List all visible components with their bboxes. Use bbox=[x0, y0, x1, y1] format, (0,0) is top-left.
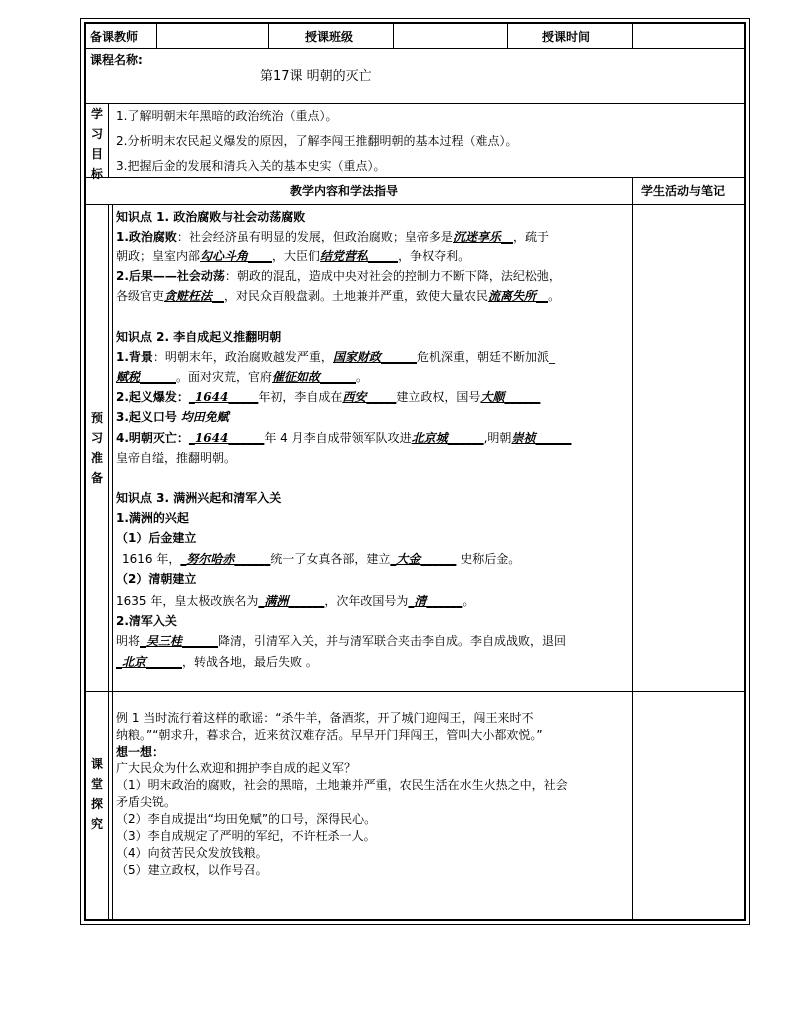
k3-line-1: 1616 年，_努尔哈赤______统一了女真各部，建立_大金______ 史称后金。 bbox=[122, 552, 521, 566]
k2-line-3: 2.起义爆发：_1644_____年初，李自成在西安_____建立政权，国号大顺______ bbox=[116, 390, 541, 404]
col-divider-goals-side bbox=[108, 103, 109, 177]
col-divider-side bbox=[108, 204, 109, 919]
explore-answer-1a: （1）明末政治的腐败，社会的黑暗，土地兼并严重，农民生活在水生火热之中，社会 bbox=[116, 778, 568, 792]
col-divider-h1 bbox=[156, 24, 157, 48]
explore-line-2: 纳粮。”“朝求升，暮求合，近来贫汉难存活。早早开门拜闯王，管叫大小都欢悦。” bbox=[116, 728, 543, 742]
course-label: 课程名称: bbox=[90, 53, 143, 67]
explore-answer-1b: 矛盾尖锐。 bbox=[116, 795, 177, 809]
k3-line-4: _北京______，转战各地，最后失败 。 bbox=[116, 655, 318, 669]
explore-side-label: 课堂探究 bbox=[90, 757, 103, 831]
explore-line-1: 例 1 当时流行着这样的歌谣：“杀牛羊，备酒浆，开了城门迎闯王，闯王来时不 bbox=[116, 711, 534, 725]
k3-subheading-1: 1.满洲的兴起 bbox=[116, 511, 189, 525]
row-divider-prep bbox=[86, 691, 744, 692]
k3-heading: 知识点 3. 满洲兴起和清军入关 bbox=[116, 491, 282, 505]
k3-line-3: 明将_吴三桂______降清，引清军入关，并与清军联合夹击李自成。李自成战败，退回 bbox=[116, 634, 567, 648]
prep-side-label: 预习准备 bbox=[90, 411, 103, 485]
explore-answer-2: （2）李自成提出“均田免赋”的口号，深得民心。 bbox=[116, 812, 377, 826]
goals-side-label: 学习目标 bbox=[90, 107, 103, 181]
time-label: 授课时间 bbox=[542, 30, 591, 44]
k3-line-2: 1635 年，皇太极改族名为_满洲______，次年改国号为_清______。 bbox=[116, 594, 475, 608]
k3-subheading-1b: （2）清朝建立 bbox=[116, 572, 197, 586]
col-divider-side-inner bbox=[112, 204, 113, 919]
k2-heading: 知识点 2. 李自成起义推翻明朝 bbox=[116, 330, 282, 344]
k2-line-2: 赋税______。面对灾荒，官府催征如故______。 bbox=[116, 370, 369, 384]
row-divider-header bbox=[86, 48, 744, 49]
row-divider-course bbox=[86, 103, 744, 104]
col-divider-h3 bbox=[393, 24, 394, 48]
k1-line-2: 朝政；皇室内部勾心斗角____，大臣们结党营私_____，争权夺利。 bbox=[116, 249, 471, 263]
k1-line-4: 各级官吏贪赃枉法__，对民众百般盘剥。土地兼并严重，致使大量农民流离失所__。 bbox=[116, 289, 561, 303]
row-divider-columns bbox=[86, 204, 744, 205]
k1-line-3: 2.后果——社会动荡：朝政的混乱，造成中央对社会的控制力不断下降，法纪松弛， bbox=[116, 269, 561, 283]
k1-line-1: 1.政治腐败：社会经济虽有明显的发展，但政治腐败；皇帝多是沉迷享乐__，疏于 bbox=[116, 230, 549, 244]
explore-answer-4: （4）向贫苦民众发放钱粮。 bbox=[116, 846, 268, 860]
col-divider-h2 bbox=[268, 24, 269, 48]
col-divider-notes bbox=[632, 177, 633, 919]
k2-line-6: 皇帝自缢，推翻明朝。 bbox=[116, 451, 237, 465]
class-label: 授课班级 bbox=[305, 30, 354, 44]
k1-heading: 知识点 1. 政治腐败与社会动荡腐败 bbox=[116, 210, 306, 224]
k3-subheading-2: 2.清军入关 bbox=[116, 614, 177, 628]
explore-answer-5: （5）建立政权，以作号召。 bbox=[116, 863, 268, 877]
goal-item: 3.把握后金的发展和清兵入关的基本史实（重点）。 bbox=[116, 159, 386, 173]
col-divider-h4 bbox=[507, 24, 508, 48]
col-divider-h5 bbox=[632, 24, 633, 48]
teacher-label: 备课教师 bbox=[90, 30, 139, 44]
explore-answer-3: （3）李自成规定了严明的军纪，不许枉杀一人。 bbox=[116, 829, 376, 843]
content-column-header: 教学内容和学法指导 bbox=[290, 184, 399, 198]
notes-column-header: 学生活动与笔记 bbox=[641, 184, 726, 198]
explore-question: 广大民众为什么欢迎和拥护李自成的起义军？ bbox=[116, 761, 357, 775]
course-title: 第17课 明朝的灭亡 bbox=[260, 69, 372, 84]
explore-think: 想一想： bbox=[116, 745, 165, 759]
goal-item: 1.了解明朝末年黑暗的政治统治（重点）。 bbox=[116, 109, 338, 123]
k2-line-4: 3.起义口号 均田免赋 bbox=[116, 410, 229, 424]
k2-line-5: 4.明朝灭亡：_1644______年 4 月李自成带领军队攻进北京城______,明朝崇祯______ bbox=[116, 431, 572, 445]
row-divider-goals bbox=[86, 177, 744, 178]
goal-item: 2.分析明末农民起义爆发的原因，了解李闯王推翻明朝的基本过程（难点）。 bbox=[116, 134, 518, 148]
k3-subheading-1a: （1）后金建立 bbox=[116, 531, 197, 545]
k2-line-1: 1.背景：明朝末年，政治腐败越发严重，国家财政______危机深重，朝廷不断加派_ bbox=[116, 350, 555, 364]
